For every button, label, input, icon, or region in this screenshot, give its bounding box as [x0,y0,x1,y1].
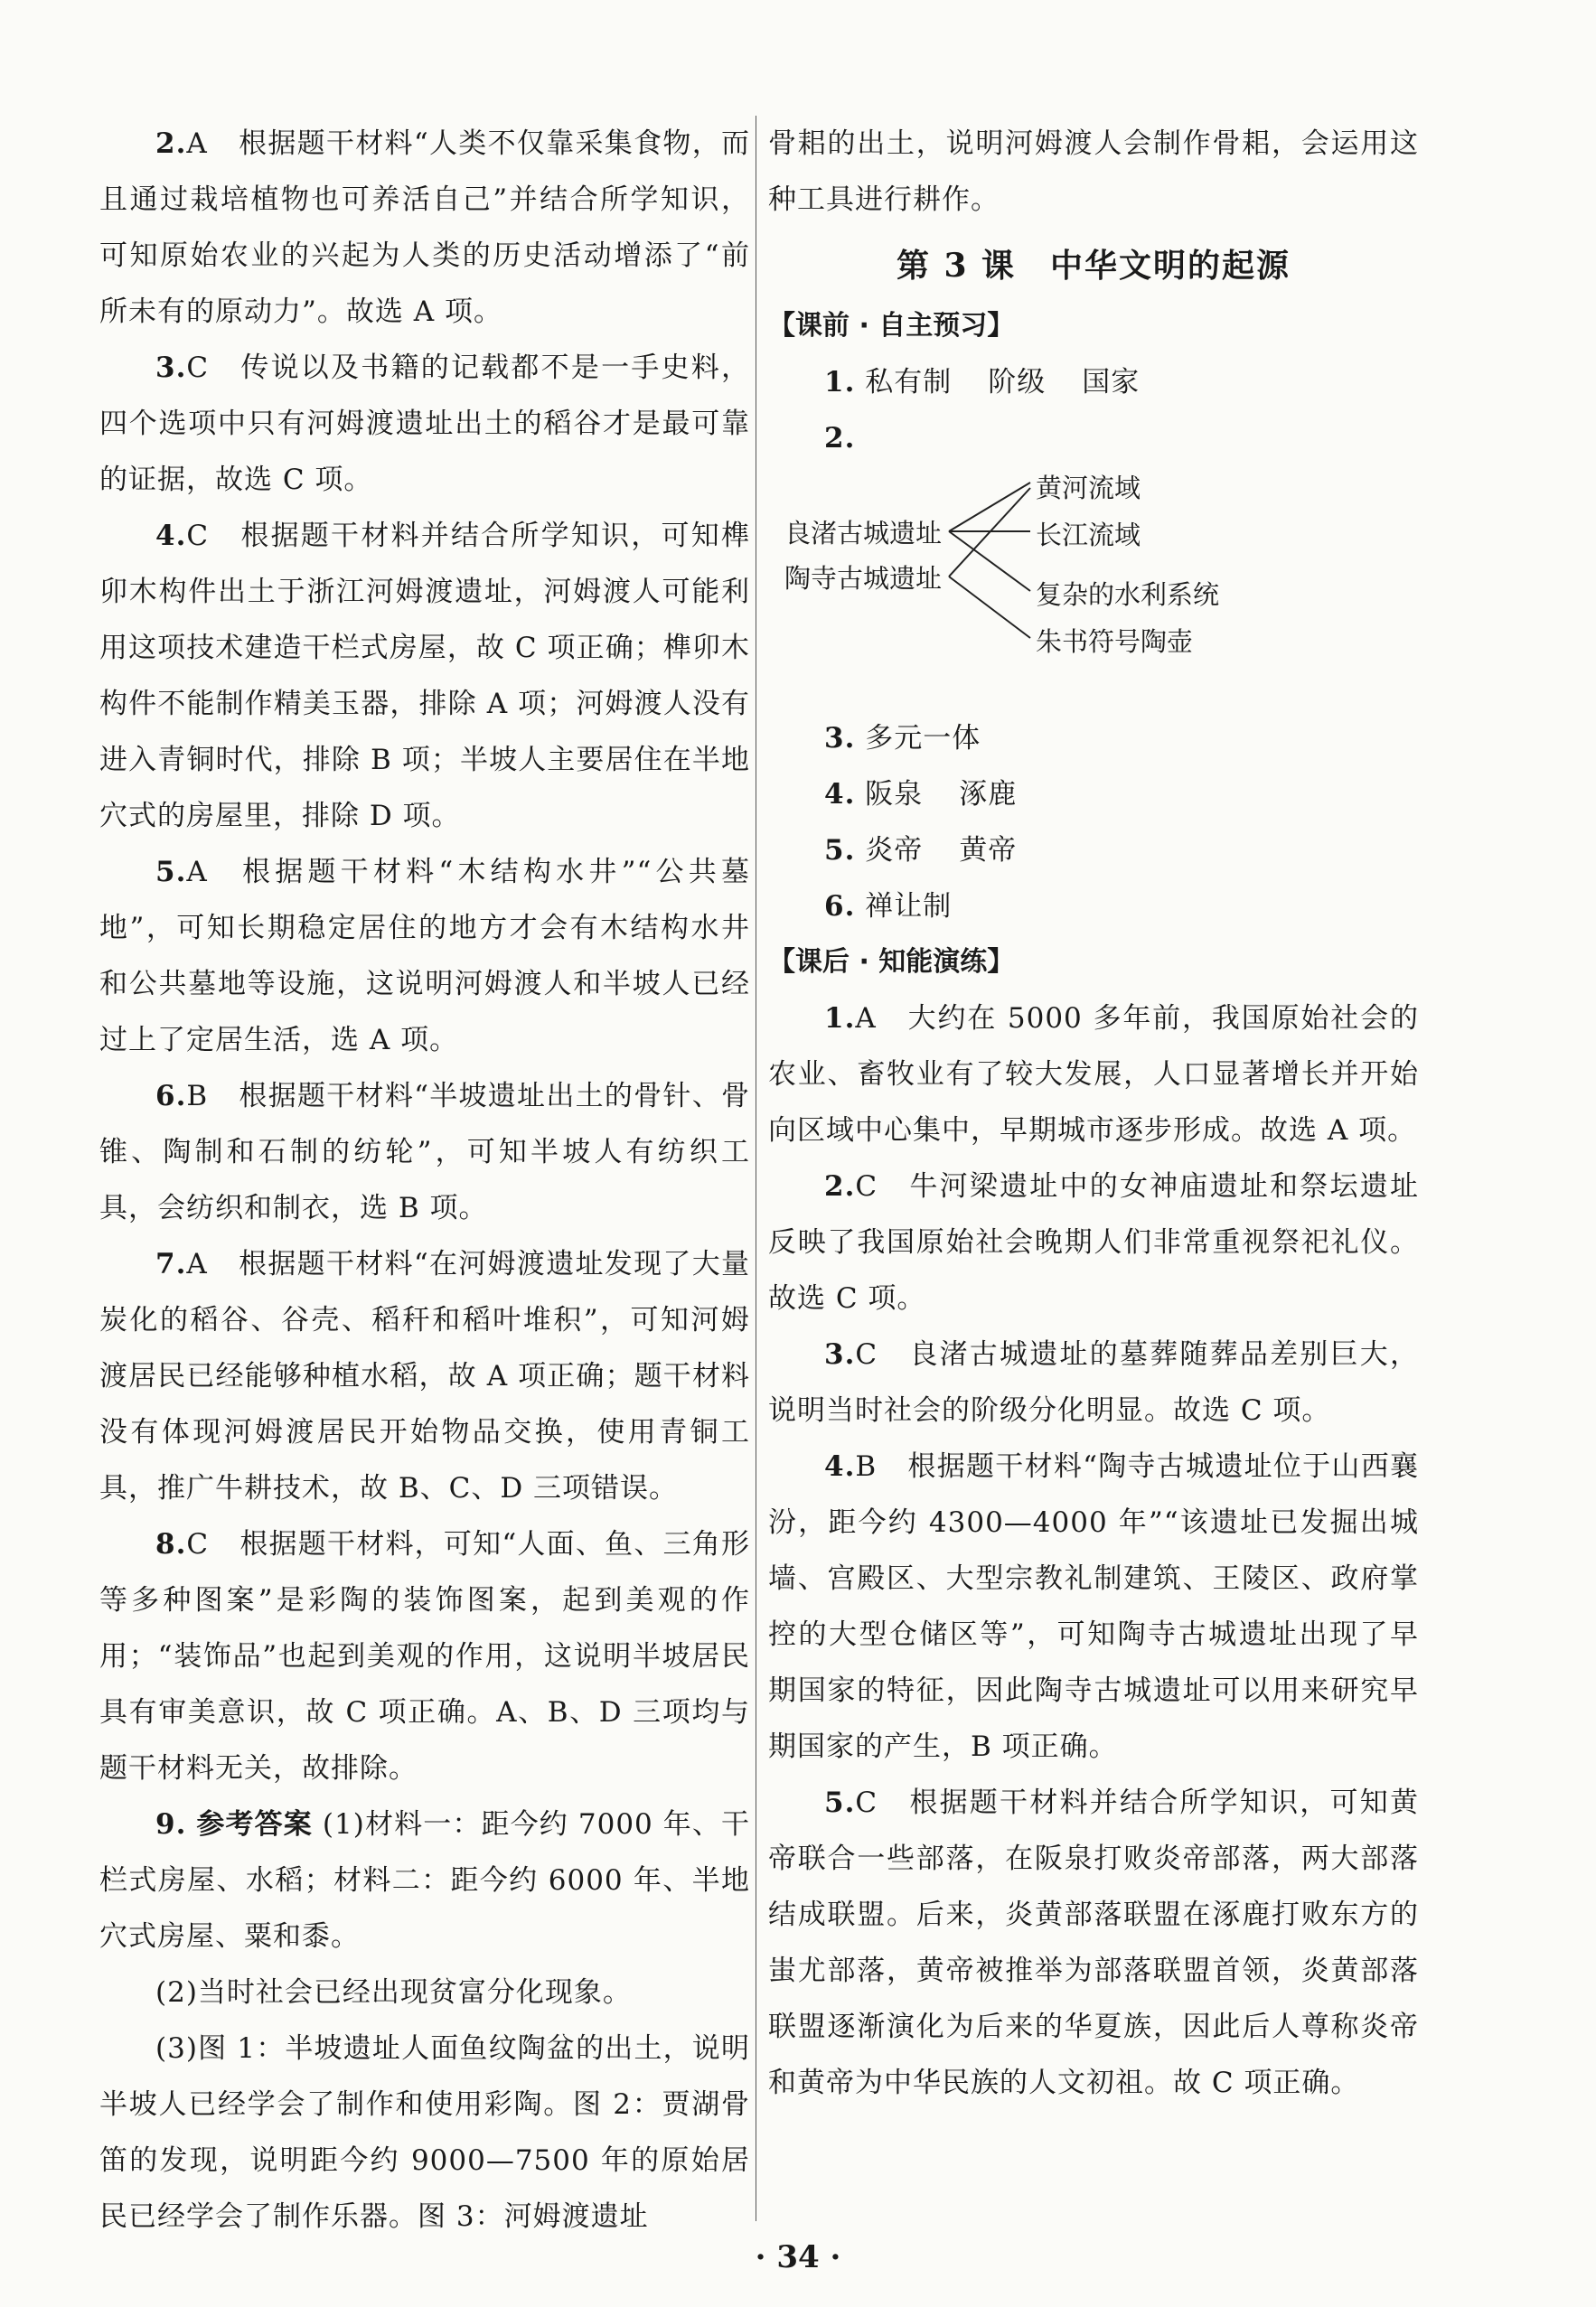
post-answer-2: 2.C 牛河梁遗址中的女神庙遗址和祭坛遗址反映了我国原始社会晚期人们非常重视祭祀礼仪。故选 C 项。 [768,1170,1419,1315]
answer-3: 3.C 传说以及书籍的记载都不是一手史料，四个选项中只有河姆渡遗址出土的稻谷才是最可靠的证据，故选 C 项。 [99,352,750,496]
page-number: · 34 · [755,2239,841,2275]
right-column [768,116,1419,2111]
answer-8: 8.C 根据题干材料，可知“人面、鱼、三角形等多种图案”是彩陶的装饰图案，起到美观的作用；“装饰品”也起到美观的作用，这说明半坡居民具有审美意识，故 C 项正确。A、B、D 三项均与题干材料无关，故排除。 [99,1528,750,1785]
left-column [99,116,750,2245]
line-taosi-pot [949,577,1030,638]
match-changjiang: 长江流域 [1036,520,1141,550]
pre-item-6: 6. 禅让制 [824,890,953,923]
site-liangzhu: 良渚古城遗址 [784,518,943,549]
pre-item-5: 5. 炎帝 黄帝 [824,834,1018,867]
post-class-tag: 【课后 · 知能演练】 [768,946,1015,978]
answer-9-part3: (3)图 1：半坡遗址人面鱼纹陶盆的出土，说明半坡人已经学会了制作和使用彩陶。图 2：贾湖骨笛的发现，说明距今约 9000—7500 年的原始居民已经学会了制作乐器。图 3：河姆渡遗址 [99,2032,750,2233]
match-pottery-pot: 朱书符号陶壶 [1036,626,1194,657]
post-answer-5: 5.C 根据题干材料并结合所学知识，可知黄帝联合一些部落，在阪泉打败炎帝部落，两大部落结成联盟。后来，炎黄部落联盟在涿鹿打败东方的蚩尤部落，黄帝被推举为部落联盟首领，炎黄部落联盟逐渐演化为后来的华夏族，因此后人尊称炎帝和黄帝为中华民族的人文初祖。故 C 项正确。 [768,1787,1419,2099]
post-answer-3: 3.C 良渚古城遗址的墓葬随葬品差别巨大，说明当时社会的阶级分化明显。故选 C 项。 [768,1338,1419,1427]
pre-class-tag: 【课前 · 自主预习】 [768,310,1015,342]
line-liangzhu-water2 [949,531,1030,591]
answer-7: 7.A 根据题干材料“在河姆渡遗址发现了大量炭化的稻谷、谷壳、稻秆和稻叶堆积”，可知河姆渡居民已经能够种植水稻，故 A 项正确；题干材料没有体现河姆渡居民开始物品交换，使用青铜工具，推广牛耕技术，故 B、C、D 三项错误。 [99,1248,750,1505]
answer-4: 4.C 根据题干材料并结合所学知识，可知榫卯木构件出土于浙江河姆渡遗址，河姆渡人可能利用这项技术建造干栏式房屋，故 C 项正确；榫卯木构件不能制作精美玉器，排除 A 项；河姆渡人没有进入青铜时代，排除 B 项；半坡人主要居住在半地穴式的房屋里，排除 D 项。 [99,520,750,832]
answer-9-part2: (2)当时社会已经出现贫富分化现象。 [155,1976,632,2009]
pre-item-3: 3. 多元一体 [824,722,981,755]
pre-item-2: 2. [824,422,856,455]
answer-9-continuation: 骨耜的出土，说明河姆渡人会制作骨耜，会运用这种工具进行耕作。 [768,127,1419,216]
post-answer-1: 1.A 大约在 5000 多年前，我国原始社会的农业、畜牧业有了较大发展，人口显著增长并开始向区域中心集中，早期城市逐步形成。故选 A 项。 [768,1002,1419,1147]
site-taosi: 陶寺古城遗址 [784,563,943,594]
pre-item-1: 1. 私有制 阶级 国家 [824,366,1141,399]
answer-9: 9. 参考答案 (1)材料一：距今约 7000 年、干栏式房屋、水稻；材料二：距今约 6000 年、半地穴式房屋、粟和黍。 [99,1808,751,1953]
line-liangzhu-changjiang [949,483,1030,531]
answer-5: 5.A 根据题干材料“木结构水井”“公共墓地”，可知长期稳定居住的地方才会有木结构水井和公共墓地等设施，这说明河姆渡人和半坡人已经过上了定居生活，选 A 项。 [99,856,750,1056]
matching-diagram [768,466,1419,710]
lesson-title: 第 3 课 中华文明的起源 [896,247,1291,285]
match-huanghe: 黄河流域 [1036,473,1141,503]
answer-6: 6.B 根据题干材料“半坡遗址出土的骨针、骨锥、陶制和石制的纺轮”，可知半坡人有纺织工具，会纺织和制衣，选 B 项。 [99,1080,750,1224]
pre-item-4: 4. 阪泉 涿鹿 [824,778,1018,811]
answer-2: 2.A 根据题干材料“人类不仅靠采集食物，而且通过栽培植物也可养活自己”并结合所学知识，可知原始农业的兴起为人类的历史活动增添了“前所未有的原动力”。故选 A 项。 [99,127,750,328]
post-answer-4: 4.B 根据题干材料“陶寺古城遗址位于山西襄汾，距今约 4300—4000 年”“该遗址已发掘出城墙、宫殿区、大型宗教礼制建筑、王陵区、政府掌控的大型仓储区等”，可知陶寺古城遗址出现了早期国家的特征，因此陶寺古城遗址可以用来研究早期国家的产生，B 项正确。 [768,1450,1419,1763]
match-water-system: 复杂的水利系统 [1036,579,1220,610]
